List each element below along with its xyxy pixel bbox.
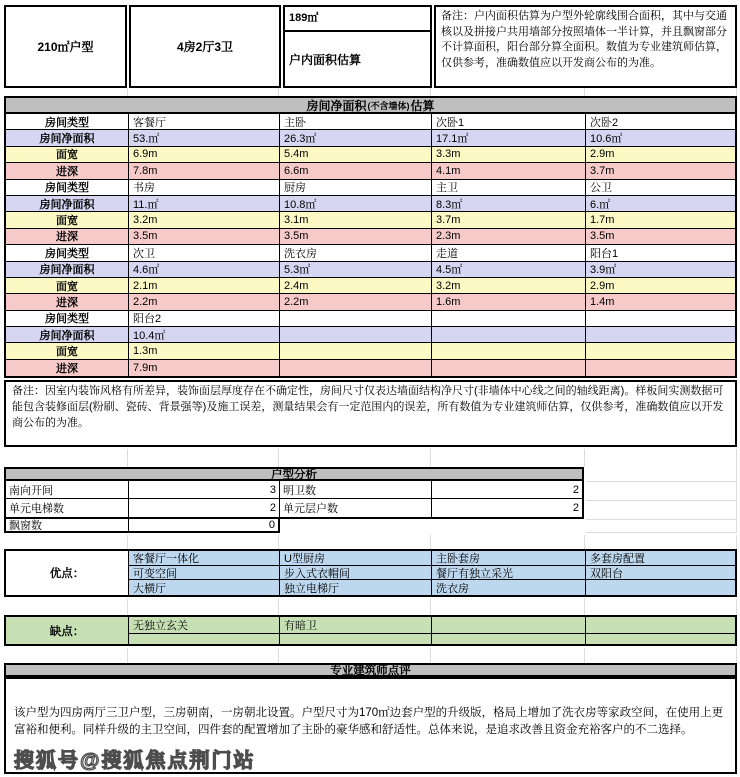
room-width-cell [432, 343, 586, 359]
room-type-cell: 主卫 [432, 180, 586, 196]
header-note: 备注：户内面积估算为户型外轮廓线围合面积，其中与交通核以及拼接户共用墙部分按照墙体一半计算，并且飘窗部分不计算面积，阳台部分算全面积。数值为专业建筑师估算，仅供参考，准确数值应以开发商公布的为准。 [434, 5, 737, 88]
room-area-table [4, 96, 737, 378]
room-width-cell: 3.2m [432, 278, 586, 294]
pros-cell: 主卧套房 [432, 551, 586, 566]
cons-cell: 有暗卫 [280, 617, 432, 634]
row-label-depth: 进深 [6, 294, 129, 310]
cons-cell [586, 634, 735, 644]
room-area-cell [432, 327, 586, 343]
room-area-cell: 8.3㎡ [432, 196, 586, 212]
room-area-cell: 17.1㎡ [432, 130, 586, 146]
room-depth-cell: 4.1m [432, 163, 586, 179]
room-width-cell: 2.1m [129, 278, 280, 294]
room-table-grid [4, 114, 737, 378]
unit-size-cell: 210㎡户型 [4, 5, 127, 88]
room-depth-cell: 2.2m [129, 294, 280, 310]
analysis-value: 2 [572, 502, 579, 514]
room-area-cell: 10.6㎡ [586, 130, 735, 146]
cons-cell [432, 634, 586, 644]
room-depth-cell: 3.5m [586, 229, 735, 245]
room-area-cell: 53.㎡ [129, 130, 280, 146]
pros-cell: 洗衣房 [432, 580, 586, 595]
room-type-cell: 书房 [129, 180, 280, 196]
room-type-cell: 次卧2 [586, 114, 735, 130]
gridline-gap [4, 648, 737, 663]
indoor-area-label: 户内面积估算 [289, 52, 362, 67]
cons-cell [586, 617, 735, 634]
gridline-gap [4, 535, 737, 549]
room-table-title-tail: 估算 [410, 98, 435, 113]
review-box [4, 677, 737, 774]
row-label-width: 面宽 [6, 278, 129, 294]
room-depth-cell: 6.6m [280, 163, 432, 179]
room-type-cell: 洗衣房 [280, 245, 432, 261]
room-area-cell: 26.3㎡ [280, 130, 432, 146]
room-depth-cell [280, 360, 432, 376]
analysis-label: 南向开间 [6, 481, 129, 499]
room-width-cell [586, 343, 735, 359]
room-area-cell [586, 327, 735, 343]
cons-cell [432, 617, 586, 634]
room-type-cell: 阳台1 [586, 245, 735, 261]
sohu-watermark: 搜狐号@搜狐焦点荆门站 [14, 750, 256, 772]
analysis-value: 3 [129, 481, 280, 499]
analysis-label: 单元层户数 [280, 499, 432, 517]
room-depth-cell: 1.4m [586, 294, 735, 310]
cons-table [4, 615, 737, 646]
pros-cell: 可变空间 [129, 566, 280, 581]
pros-cell: 双阳台 [586, 566, 735, 581]
room-type-cell: 主卧 [280, 114, 432, 130]
room-type-cell: 公卫 [586, 180, 735, 196]
pros-cell [586, 580, 735, 595]
pros-table [4, 549, 737, 597]
analysis-label: 单元电梯数 [6, 499, 129, 517]
review-text: 该户型为四房两厅三卫户型，三房朝南，一房朝北设置。户型尺寸为170㎡边套户型的升级版，格局上增加了洗衣房等家政空间，在使用上更富裕和便利。同样升级的主卫空间，四件套的配置增加了主卧的豪华感和舒适性。总体来说，是追求改善且资金充裕客户的不二选择。 [14, 707, 724, 736]
pros-cell: 大横厅 [129, 580, 280, 595]
room-width-cell: 3.7m [432, 212, 586, 228]
room-area-cell: 10.4㎡ [129, 327, 280, 343]
room-depth-cell [586, 360, 735, 376]
room-table-title-small: (不含墙体) [367, 100, 410, 111]
row-label-type: 房间类型 [6, 245, 129, 261]
row-label-area: 房间净面积 [6, 327, 129, 343]
row-label-area: 房间净面积 [6, 262, 129, 278]
row-label-depth: 进深 [6, 163, 129, 179]
room-width-cell: 3.1m [280, 212, 432, 228]
room-table-title [4, 96, 737, 114]
pros-cell: 餐厅有独立采光 [432, 566, 586, 581]
room-width-cell: 6.9m [129, 147, 280, 163]
room-width-cell: 5.4m [280, 147, 432, 163]
room-width-cell: 2.4m [280, 278, 432, 294]
room-area-cell: 10.8㎡ [280, 196, 432, 212]
room-depth-cell: 3.5m [129, 229, 280, 245]
room-width-cell [280, 343, 432, 359]
room-depth-cell: 3.5m [280, 229, 432, 245]
room-depth-cell: 2.3m [432, 229, 586, 245]
row-label-width: 面宽 [6, 343, 129, 359]
cons-cell: 无独立玄关 [129, 617, 280, 634]
row-label-type: 房间类型 [6, 180, 129, 196]
gridline-gap [4, 449, 737, 467]
analysis-value: 0 [268, 519, 275, 531]
row-label-area: 房间净面积 [6, 196, 129, 212]
room-type-cell: 厨房 [280, 180, 432, 196]
room-area-cell: 6.㎡ [586, 196, 735, 212]
row-label-width: 面宽 [6, 147, 129, 163]
room-depth-cell: 1.6m [432, 294, 586, 310]
row-label-depth: 进深 [6, 229, 129, 245]
room-type-cell: 阳台2 [129, 311, 280, 327]
room-area-cell: 5.3㎡ [280, 262, 432, 278]
room-type-cell [432, 311, 586, 327]
analysis-table [4, 481, 584, 519]
pros-cell: 步入式衣帽间 [280, 566, 432, 581]
room-width-cell: 3.2m [129, 212, 280, 228]
gridline-gap [4, 599, 737, 615]
pros-label: 优点： [6, 551, 129, 595]
analysis-value: 2 [129, 499, 280, 517]
indoor-area-cell [283, 5, 432, 88]
room-width-cell: 3.3m [432, 147, 586, 163]
room-area-cell: 4.5㎡ [432, 262, 586, 278]
room-area-cell: 4.6㎡ [129, 262, 280, 278]
room-type-cell: 次卫 [129, 245, 280, 261]
row-label-depth: 进深 [6, 360, 129, 376]
cons-cell [280, 634, 432, 644]
pros-grid [129, 551, 735, 595]
review-title: 专业建筑师点评 [4, 663, 737, 677]
analysis-row-baywindow [4, 519, 280, 533]
room-area-cell [280, 327, 432, 343]
pros-cell: 客餐厅一体化 [129, 551, 280, 566]
room-type-cell: 次卧1 [432, 114, 586, 130]
room-width-cell: 1.7m [586, 212, 735, 228]
room-depth-cell: 3.7m [586, 163, 735, 179]
unit-layout-cell: 4房2厅3卫 [129, 5, 281, 88]
indoor-area-value: 189㎡ [285, 7, 430, 32]
room-width-cell: 1.3m [129, 343, 280, 359]
room-width-cell: 2.9m [586, 147, 735, 163]
room-type-cell [586, 311, 735, 327]
cons-cell [129, 634, 280, 644]
room-depth-cell: 7.9m [129, 360, 280, 376]
room-depth-cell: 2.2m [280, 294, 432, 310]
cons-grid [129, 617, 735, 644]
room-depth-cell: 7.8m [129, 163, 280, 179]
room-area-cell: 3.9㎡ [586, 262, 735, 278]
room-area-cell: 11.㎡ [129, 196, 280, 212]
analysis-value: 2 [432, 481, 582, 499]
row-label-area: 房间净面积 [6, 130, 129, 146]
row-label-width: 面宽 [6, 212, 129, 228]
row-label-type: 房间类型 [6, 114, 129, 130]
spreadsheet-gridlines [586, 467, 737, 533]
analysis-title: 户型分析 [4, 467, 584, 481]
room-type-cell: 走道 [432, 245, 586, 261]
room-type-cell: 客餐厅 [129, 114, 280, 130]
room-width-cell: 2.9m [586, 278, 735, 294]
analysis-label: 飘窗数 [6, 519, 129, 531]
room-type-cell [280, 311, 432, 327]
row-label-type: 房间类型 [6, 311, 129, 327]
pros-cell: 独立电梯厅 [280, 580, 432, 595]
room-depth-cell [432, 360, 586, 376]
room-table-title-main: 房间净面积 [306, 98, 367, 113]
measurement-footnote: 备注：因室内装饰风格有所差异，装饰面层厚度存在不确定性，房间尺寸仅表达墙面结构净尺寸(非墙体中心线之间的轴线距离)。样板间实测数据可能包含装修面层(粉刷、瓷砖、背景强等)及施工误差，测量结果会有一定范围内的误差，所有数值为专业建筑师估算，仅供参考，准确数值应以开发商公布的为准。 [4, 380, 737, 447]
pros-cell: 多套房配置 [586, 551, 735, 566]
pros-cell: U型厨房 [280, 551, 432, 566]
gridline-gap [4, 88, 737, 96]
cons-label: 缺点： [6, 617, 129, 644]
analysis-label: 明卫数 [280, 481, 432, 499]
